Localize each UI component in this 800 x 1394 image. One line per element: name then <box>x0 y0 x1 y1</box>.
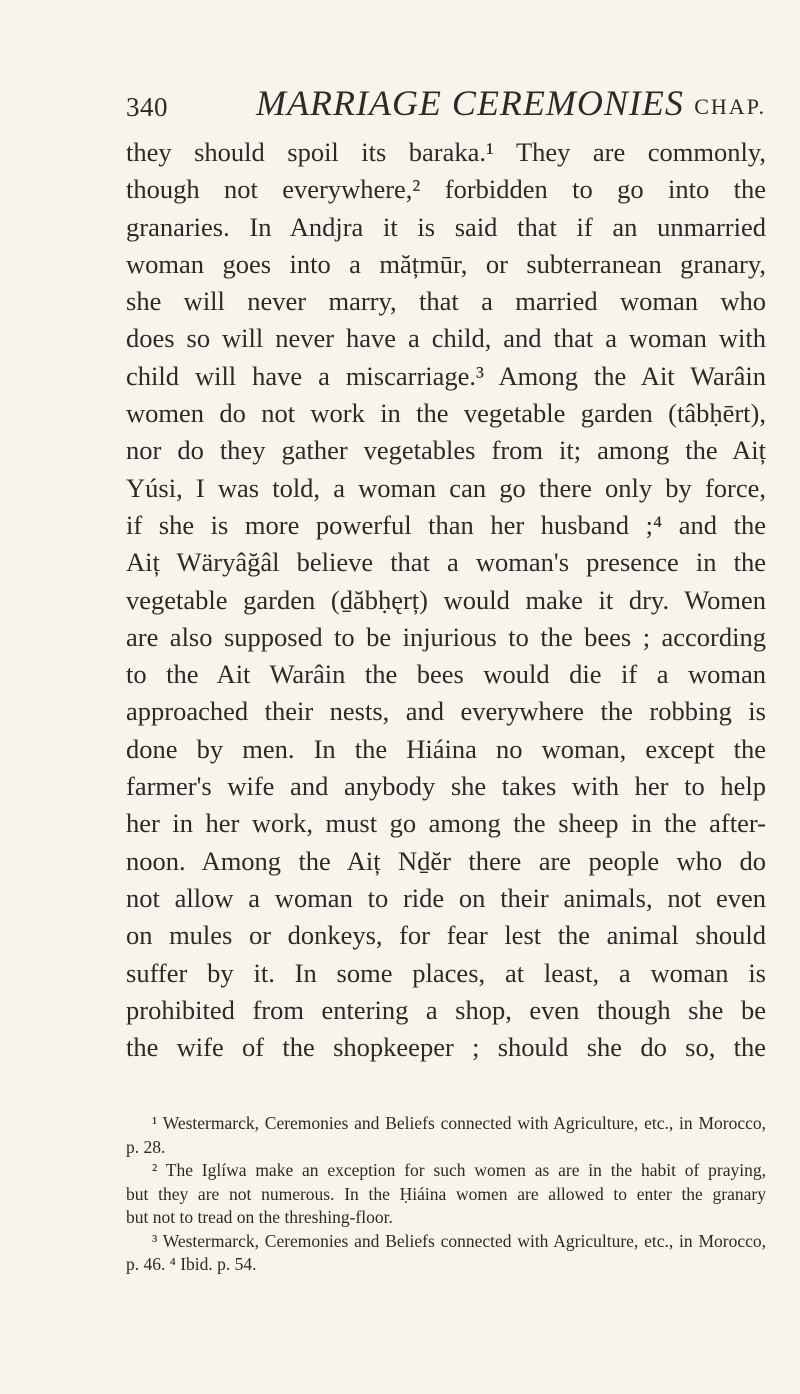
text-line: approached their nests, and everywhere the robbing is <box>126 696 766 727</box>
text-line: woman goes into a mățmūr, or subterranean granary, <box>126 248 766 279</box>
footnote-2-cont: but not to tread on the threshing-floor. <box>126 1207 393 1227</box>
main-text <box>126 134 766 1066</box>
text-line: suffer by it. In some places, at least, a woman is <box>126 957 766 988</box>
footnote-3: ³ Westermarck, Ceremonies and Beliefs connected with Agriculture, etc., in Morocco, <box>152 1230 766 1251</box>
footnote-1-cont: p. 28. <box>126 1136 166 1157</box>
text-line: not allow a woman to ride on their animals, not even <box>126 882 766 913</box>
chapter-label: CHAP. <box>694 94 766 119</box>
footnote-1: ¹ Westermarck, Ceremonies and Beliefs connected with Agriculture, etc., in Morocco, <box>152 1113 766 1133</box>
text-line: to the Ait Warâin the bees would die if a woman <box>126 659 766 690</box>
text-line: done by men. In the Hiáina no woman, except the <box>126 733 766 764</box>
text-line: granaries. In Andjra it is said that if an unmarried <box>126 211 766 242</box>
text-line: vegetable garden (ḏăbḥęrț) would make it dry. Women <box>126 584 766 615</box>
text-line: her in her work, must go among the sheep in the after- <box>126 808 766 839</box>
text-line: she will never marry, that a married woman who <box>126 286 766 317</box>
text-line: child will have a miscarriage.³ Among the Ait Warâin <box>126 360 766 391</box>
text-line: prohibited from entering a shop, even though she be <box>126 994 766 1025</box>
running-title: MARRIAGE CEREMONIES <box>256 83 684 123</box>
text-line: on mules or donkeys, for fear lest the animal should <box>126 920 766 951</box>
text-line: farmer's wife and anybody she takes with her to help <box>126 771 766 802</box>
text-line: noon. Among the Aiț Nḏĕr there are people who do <box>126 845 766 876</box>
text-line: if she is more powerful than her husband ;⁴ and the <box>126 509 766 540</box>
text-line: though not everywhere,² forbidden to go into the <box>126 174 766 205</box>
text-line: nor do they gather vegetables from it; among the Aiț <box>126 435 766 466</box>
footnote-4: ⁴ Ibid. p. 54. <box>169 1254 257 1274</box>
text-line: does so will never have a child, and that a woman with <box>126 323 766 354</box>
footnote-2-cont: but they are not numerous. In the Ḥiáina women are allowed to enter the granary <box>126 1183 766 1204</box>
text-line: are also supposed to be injurious to the bees ; according <box>126 621 766 652</box>
text-line: they should spoil its baraka.¹ They are commonly, <box>126 137 766 167</box>
page-number: 340 <box>126 92 168 122</box>
text-line: women do not work in the vegetable garden (tâbḥērt), <box>126 398 766 429</box>
page-header <box>126 78 766 128</box>
footnotes <box>126 1112 766 1277</box>
text-line: the wife of the shopkeeper ; should she do so, the <box>126 1032 766 1063</box>
footnote-3-cont: p. 46. <box>126 1254 166 1274</box>
footnote-2: ² The Iglíwa make an exception for such women as are in the habit of praying, <box>152 1160 766 1180</box>
text-line: Aiț Wäryâğâl believe that a woman's presence in the <box>126 547 766 578</box>
text-line: Yúsi, I was told, a woman can go there only by force, <box>126 472 766 503</box>
footnote-3-4-line <box>126 1253 766 1277</box>
